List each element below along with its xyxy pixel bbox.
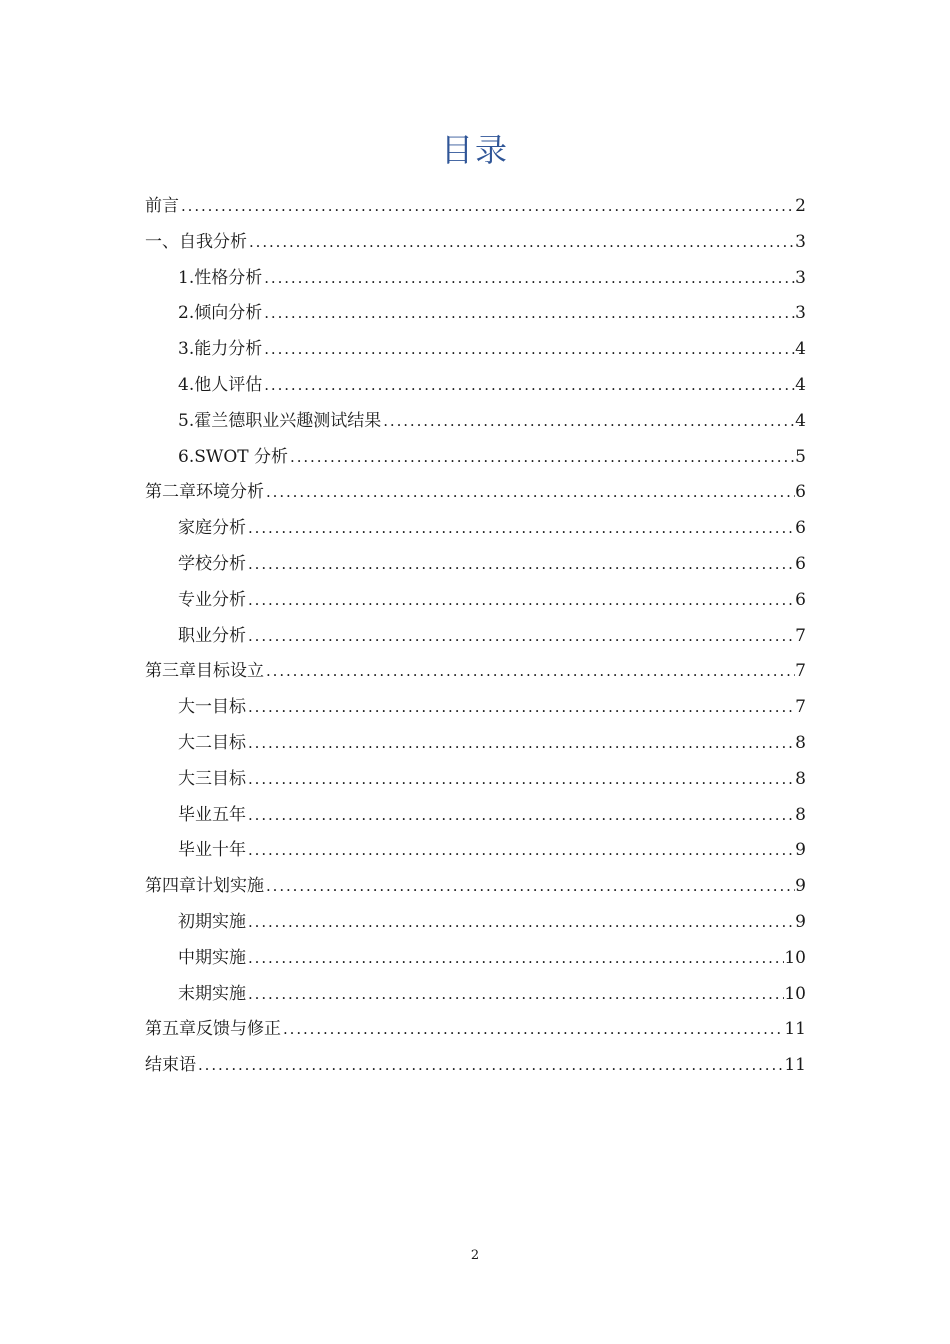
toc-dot-leader xyxy=(246,762,795,798)
toc-entry[interactable] xyxy=(145,332,806,368)
toc-entry-title: 6.SWOT 分析 xyxy=(178,446,289,467)
toc-entry-title: 2.倾向分析 xyxy=(178,303,263,324)
toc-entry-title: 第五章反馈与修正 xyxy=(145,1019,281,1040)
toc-dot-leader xyxy=(246,726,795,762)
toc-entry-title: 大一目标 xyxy=(178,697,246,718)
toc-entry-title: 第二章环境分析 xyxy=(145,482,264,503)
toc-dot-leader xyxy=(262,332,795,368)
toc-dot-leader xyxy=(262,296,795,332)
toc-dot-leader xyxy=(196,1048,784,1084)
toc-entry-page-number: 8 xyxy=(795,804,806,825)
toc-entry-page-number: 6 xyxy=(795,589,806,610)
toc-entry[interactable] xyxy=(145,798,806,834)
toc-dot-leader xyxy=(246,547,795,583)
toc-entry[interactable] xyxy=(145,368,806,404)
toc-entry-page-number: 4 xyxy=(795,374,806,395)
toc-entry[interactable] xyxy=(145,762,806,798)
table-of-contents xyxy=(145,189,806,1084)
toc-entry-title: 职业分析 xyxy=(178,625,246,646)
toc-entry[interactable] xyxy=(145,833,806,869)
toc-dot-leader xyxy=(264,869,795,905)
toc-entry-page-number: 9 xyxy=(795,840,806,861)
toc-entry-page-number: 7 xyxy=(795,661,806,682)
toc-entry-title: 专业分析 xyxy=(178,589,246,610)
toc-dot-leader xyxy=(246,583,795,619)
toc-entry-title: 中期实施 xyxy=(178,947,246,968)
toc-entry[interactable] xyxy=(145,941,806,977)
toc-entry[interactable] xyxy=(145,977,806,1013)
toc-entry[interactable] xyxy=(145,905,806,941)
toc-entry-title: 大二目标 xyxy=(178,732,246,753)
toc-entry-title: 末期实施 xyxy=(178,983,246,1004)
toc-entry[interactable] xyxy=(145,440,806,476)
toc-entry[interactable] xyxy=(145,654,806,690)
toc-dot-leader xyxy=(246,941,784,977)
toc-entry-page-number: 11 xyxy=(784,1019,806,1040)
toc-entry-page-number: 3 xyxy=(795,267,806,288)
toc-entry[interactable] xyxy=(145,475,806,511)
toc-entry-title: 一、自我分析 xyxy=(145,231,247,252)
toc-entry[interactable] xyxy=(145,261,806,297)
toc-dot-leader xyxy=(262,368,795,404)
toc-entry-title: 毕业五年 xyxy=(178,804,246,825)
toc-entry[interactable] xyxy=(145,583,806,619)
toc-entry[interactable] xyxy=(145,1012,806,1048)
toc-entry[interactable] xyxy=(145,726,806,762)
toc-entry[interactable] xyxy=(145,1048,806,1084)
toc-entry[interactable] xyxy=(145,404,806,440)
toc-entry-page-number: 9 xyxy=(795,876,806,897)
toc-dot-leader xyxy=(246,905,795,941)
toc-dot-leader xyxy=(246,977,784,1013)
page-number: 2 xyxy=(470,1248,480,1263)
toc-dot-leader xyxy=(264,475,795,511)
toc-dot-leader xyxy=(247,225,795,261)
toc-entry-page-number: 8 xyxy=(795,732,806,753)
toc-entry-page-number: 10 xyxy=(784,947,806,968)
toc-entry[interactable] xyxy=(145,619,806,655)
toc-entry-title: 第三章目标设立 xyxy=(145,661,264,682)
toc-entry-title: 4.他人评估 xyxy=(178,374,263,395)
toc-dot-leader xyxy=(281,1012,784,1048)
toc-entry-page-number: 4 xyxy=(795,410,806,431)
toc-dot-leader xyxy=(262,261,795,297)
toc-dot-leader xyxy=(381,404,795,440)
toc-entry-title: 家庭分析 xyxy=(178,518,246,539)
toc-entry-title: 学校分析 xyxy=(178,553,246,574)
toc-entry-page-number: 6 xyxy=(795,518,806,539)
toc-entry-title: 前言 xyxy=(145,196,179,216)
toc-entry-page-number: 2 xyxy=(795,196,806,216)
toc-entry-title: 大三目标 xyxy=(178,768,246,789)
toc-entry-title: 1.性格分析 xyxy=(178,267,263,288)
toc-entry-page-number: 6 xyxy=(795,482,806,503)
toc-dot-leader xyxy=(288,440,795,476)
toc-entry-page-number: 10 xyxy=(784,983,806,1004)
toc-entry-page-number: 3 xyxy=(795,303,806,324)
toc-dot-leader xyxy=(246,690,795,726)
toc-entry[interactable] xyxy=(145,511,806,547)
toc-entry[interactable] xyxy=(145,869,806,905)
toc-entry-title: 第四章计划实施 xyxy=(145,876,264,897)
toc-entry-page-number: 6 xyxy=(795,553,806,574)
toc-entry[interactable] xyxy=(145,547,806,583)
toc-entry[interactable] xyxy=(145,189,806,225)
toc-entry[interactable] xyxy=(145,225,806,261)
toc-entry-title: 结束语 xyxy=(145,1055,196,1076)
page-title: 目录 xyxy=(440,131,509,169)
toc-entry[interactable] xyxy=(145,296,806,332)
toc-entry[interactable] xyxy=(145,690,806,726)
toc-entry-title: 5.霍兰德职业兴趣测试结果 xyxy=(178,410,382,431)
toc-entry-title: 初期实施 xyxy=(178,911,246,932)
toc-entry-page-number: 3 xyxy=(795,231,806,252)
toc-entry-page-number: 9 xyxy=(795,911,806,932)
toc-entry-page-number: 11 xyxy=(784,1055,806,1076)
toc-entry-page-number: 4 xyxy=(795,339,806,360)
toc-dot-leader xyxy=(246,619,795,655)
toc-dot-leader xyxy=(264,654,795,690)
toc-dot-leader xyxy=(246,511,795,547)
toc-entry-page-number: 5 xyxy=(795,446,806,467)
toc-entry-title: 毕业十年 xyxy=(178,840,246,861)
toc-entry-page-number: 7 xyxy=(795,625,806,646)
toc-entry-page-number: 7 xyxy=(795,697,806,718)
toc-dot-leader xyxy=(246,798,795,834)
toc-dot-leader xyxy=(179,189,795,225)
toc-dot-leader xyxy=(246,833,795,869)
toc-entry-page-number: 8 xyxy=(795,768,806,789)
toc-entry-title: 3.能力分析 xyxy=(178,339,263,360)
